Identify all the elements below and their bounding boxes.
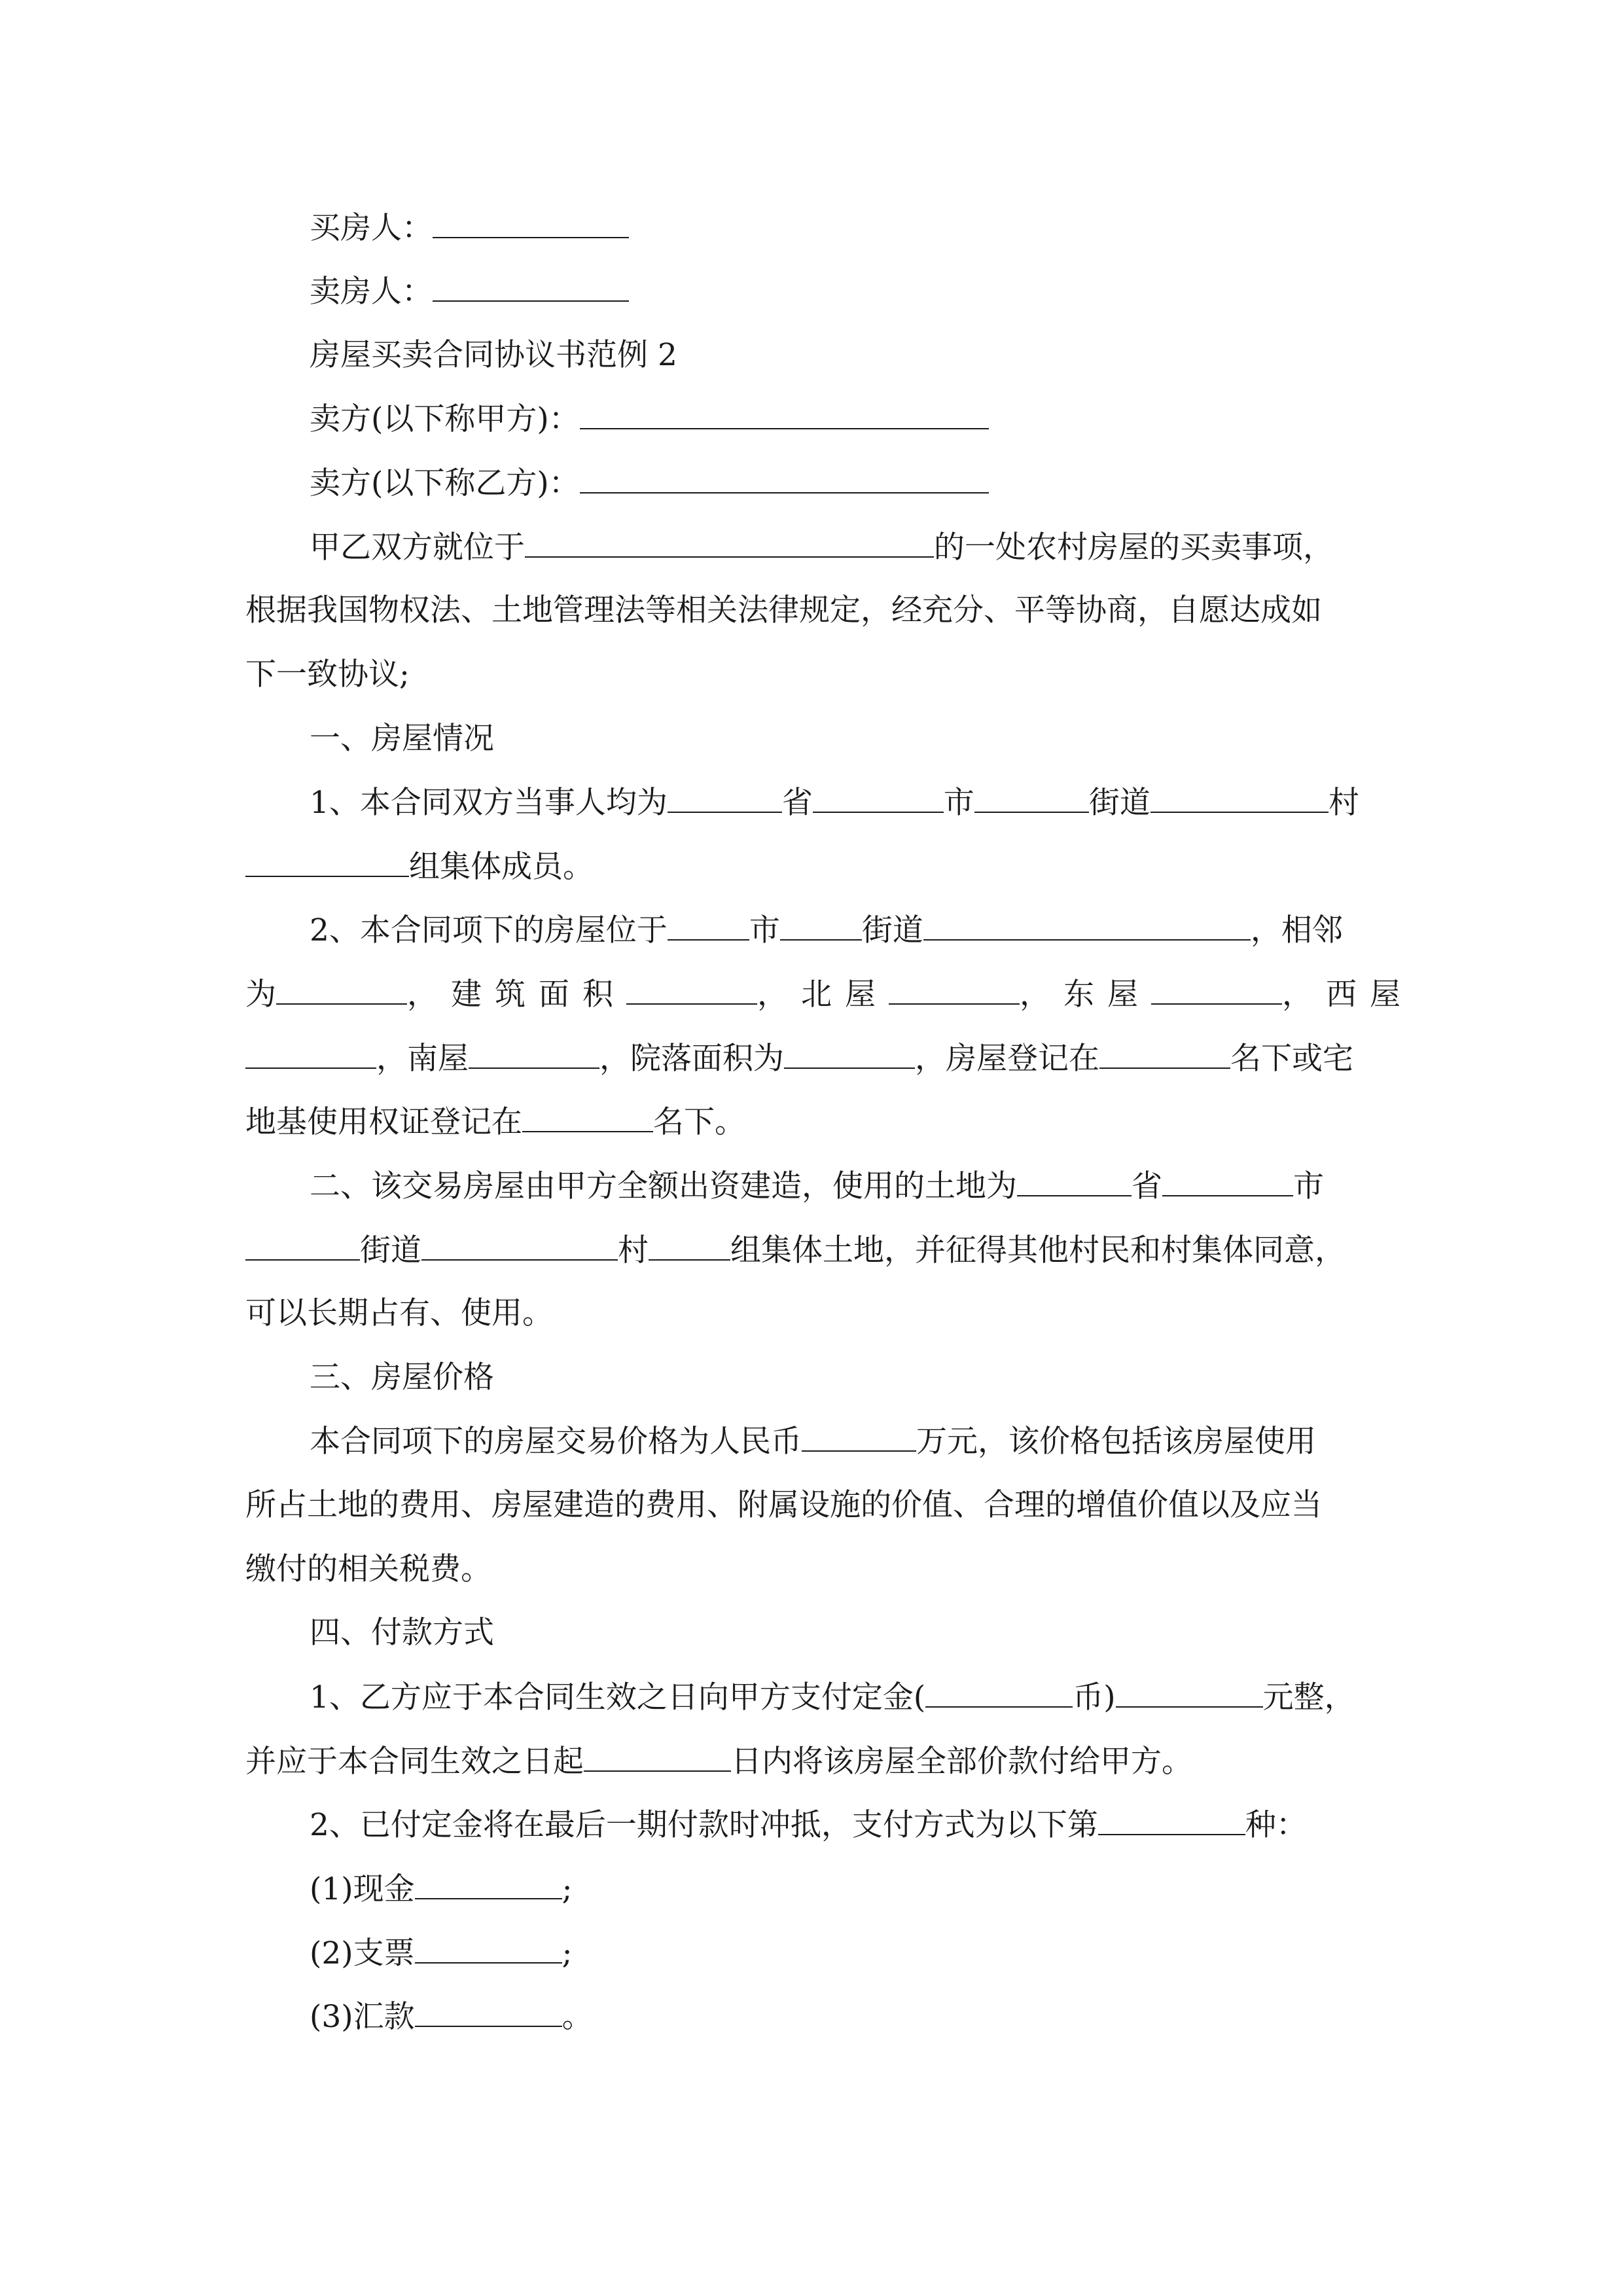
neighbor-blank (276, 975, 407, 1005)
east-blank (1151, 975, 1282, 1005)
option-remittance-blank (415, 1997, 562, 2027)
north-label: ，北屋 (757, 977, 889, 1013)
yard-label: ，院落面积为 (599, 1041, 784, 1077)
option-check (310, 1933, 572, 1973)
option-remittance (310, 1997, 593, 2036)
village-label: 村 (1328, 785, 1359, 821)
section-3-line3: 缴付的相关税费。 (245, 1551, 491, 1587)
option-cash-label: (1)现金 (310, 1871, 415, 1907)
location-blank (525, 528, 934, 558)
s4-item1-text-d: 并应于本合同生效之日起 (245, 1744, 584, 1780)
land-street-blank (245, 1230, 360, 1261)
section-4-heading: 四、付款方式 (310, 1615, 494, 1651)
section-3-heading: 三、房屋价格 (310, 1359, 494, 1395)
days-blank (584, 1742, 731, 1772)
s4-item1-line2 (245, 1742, 1192, 1781)
house-address-blank (923, 910, 1251, 941)
party-b-blank (580, 463, 989, 493)
buyer-line (310, 208, 629, 247)
s4-item1-text-b: 币) (1073, 1679, 1116, 1715)
homestead-label: 地基使用权证登记在 (245, 1104, 522, 1140)
section-2-line2 (245, 1230, 1346, 1270)
option-check-label: (2)支票 (310, 1935, 415, 1971)
registered-label: ，房屋登记在 (915, 1041, 1099, 1077)
land-province-label: 省 (1132, 1168, 1162, 1204)
s1-item2-line3 (245, 1039, 1353, 1078)
s3-text-b: 万元，该价格包括该房屋使用 (916, 1424, 1316, 1460)
province-blank (668, 783, 782, 813)
section-2-line3: 可以长期占有、使用。 (245, 1295, 553, 1331)
s1-item2-line1 (310, 910, 1343, 950)
s1-item2-line4 (245, 1102, 745, 1141)
deposit-amount-blank (1116, 1677, 1263, 1708)
wei-label: 为 (245, 977, 276, 1013)
land-street-label: 街道 (360, 1232, 421, 1268)
north-blank (889, 975, 1020, 1005)
s1-item1-line2 (245, 847, 594, 886)
option-cash (310, 1869, 572, 1909)
south-label: ，南屋 (376, 1041, 469, 1077)
name-or-label: 名下或宅 (1230, 1041, 1353, 1077)
land-group-blank (649, 1230, 730, 1261)
south-blank (469, 1039, 599, 1069)
option-remittance-label: (3)汇款 (310, 1999, 415, 2035)
west-label: ，西屋 (1282, 977, 1414, 1013)
land-province-blank (1017, 1166, 1132, 1196)
party-b-label: 卖方(以下称乙方)： (310, 465, 580, 501)
homestead-end: 名下。 (653, 1104, 745, 1140)
street-blank (974, 783, 1089, 813)
area-blank (626, 975, 757, 1005)
price-blank (802, 1422, 916, 1452)
s1-item2-line2 (245, 975, 1414, 1014)
land-city-blank (1162, 1166, 1293, 1196)
party-b-line (310, 463, 989, 503)
document-title: 房屋买卖合同协议书范例 2 (310, 337, 677, 373)
party-a-line (310, 399, 989, 439)
registered-blank (1099, 1039, 1230, 1069)
homestead-blank (522, 1102, 653, 1132)
s4-item1-text-e: 日内将该房屋全部价款付给甲方。 (731, 1744, 1192, 1780)
s4-item2-text-b: 种： (1245, 1807, 1307, 1843)
s2-text: 二、该交易房屋由甲方全额出资建造，使用的土地为 (310, 1168, 1017, 1204)
seller-label: 卖房人： (310, 274, 433, 310)
section-1-heading: 一、房屋情况 (310, 721, 494, 757)
s4-item2-text-a: 2、已付定金将在最后一期付款时冲抵，支付方式为以下第 (310, 1807, 1098, 1843)
intro-text-b: 的一处农村房屋的买卖事项， (934, 529, 1334, 565)
land-group-text: 组集体土地，并征得其他村民和村集体同意， (730, 1232, 1346, 1268)
intro-line-1 (310, 528, 1334, 567)
land-village-label: 村 (618, 1232, 649, 1268)
option-check-blank (415, 1933, 562, 1964)
land-village-blank (421, 1230, 618, 1261)
intro-line-2: 根据我国物权法、土地管理法等相关法律规定，经充分、平等协商，自愿达成如 (245, 592, 1322, 628)
s4-item1-text-c: 元整， (1262, 1679, 1355, 1715)
intro-line-3: 下一致协议; (245, 656, 410, 692)
buyer-label: 买房人： (310, 210, 433, 246)
city-label: 市 (943, 785, 974, 821)
deposit-currency-blank (925, 1677, 1073, 1708)
s4-item1-line1 (310, 1677, 1355, 1717)
section-3-line1 (310, 1422, 1316, 1461)
seller-line (310, 272, 629, 311)
section-2-line1 (310, 1166, 1324, 1206)
s1-item1-line1 (310, 783, 1359, 822)
s3-text-a: 本合同项下的房屋交易价格为人民币 (310, 1424, 802, 1460)
party-a-blank (580, 399, 989, 429)
option-remittance-end: 。 (562, 1999, 593, 2035)
option-cash-end: ; (562, 1871, 573, 1907)
section-3-line2: 所占土地的费用、房屋建造的费用、附属设施的价值、合理的增值价值以及应当 (245, 1487, 1322, 1523)
option-cash-blank (415, 1869, 562, 1899)
seller-blank (433, 272, 629, 302)
group-label: 组集体成员。 (409, 849, 594, 885)
house-city-blank (668, 910, 749, 941)
street-label: 街道 (1088, 785, 1150, 821)
neighbor-label: ，相邻 (1250, 912, 1343, 948)
group-blank (245, 847, 409, 877)
city-blank (813, 783, 944, 813)
house-city-label: 市 (749, 912, 780, 948)
house-street-blank (780, 910, 862, 941)
province-label: 省 (781, 785, 813, 821)
west-blank (245, 1039, 376, 1069)
s1-item1-text: 1、本合同双方当事人均为 (310, 785, 668, 821)
payment-method-blank (1098, 1805, 1245, 1835)
s1-item2-text: 2、本合同项下的房屋位于 (310, 912, 668, 948)
party-a-label: 卖方(以下称甲方)： (310, 401, 580, 437)
intro-text-a: 甲乙双方就位于 (310, 529, 525, 565)
s4-item1-text-a: 1、乙方应于本合同生效之日向甲方支付定金( (310, 1679, 926, 1715)
village-blank (1150, 783, 1329, 813)
buyer-blank (433, 208, 629, 238)
option-check-end: ; (562, 1935, 573, 1971)
area-label: ，建筑面积 (407, 977, 626, 1013)
yard-blank (784, 1039, 915, 1069)
east-label: ，东屋 (1020, 977, 1151, 1013)
s4-item2-line (310, 1805, 1307, 1844)
house-street-label: 街道 (861, 912, 923, 948)
land-city-label: 市 (1293, 1168, 1324, 1204)
